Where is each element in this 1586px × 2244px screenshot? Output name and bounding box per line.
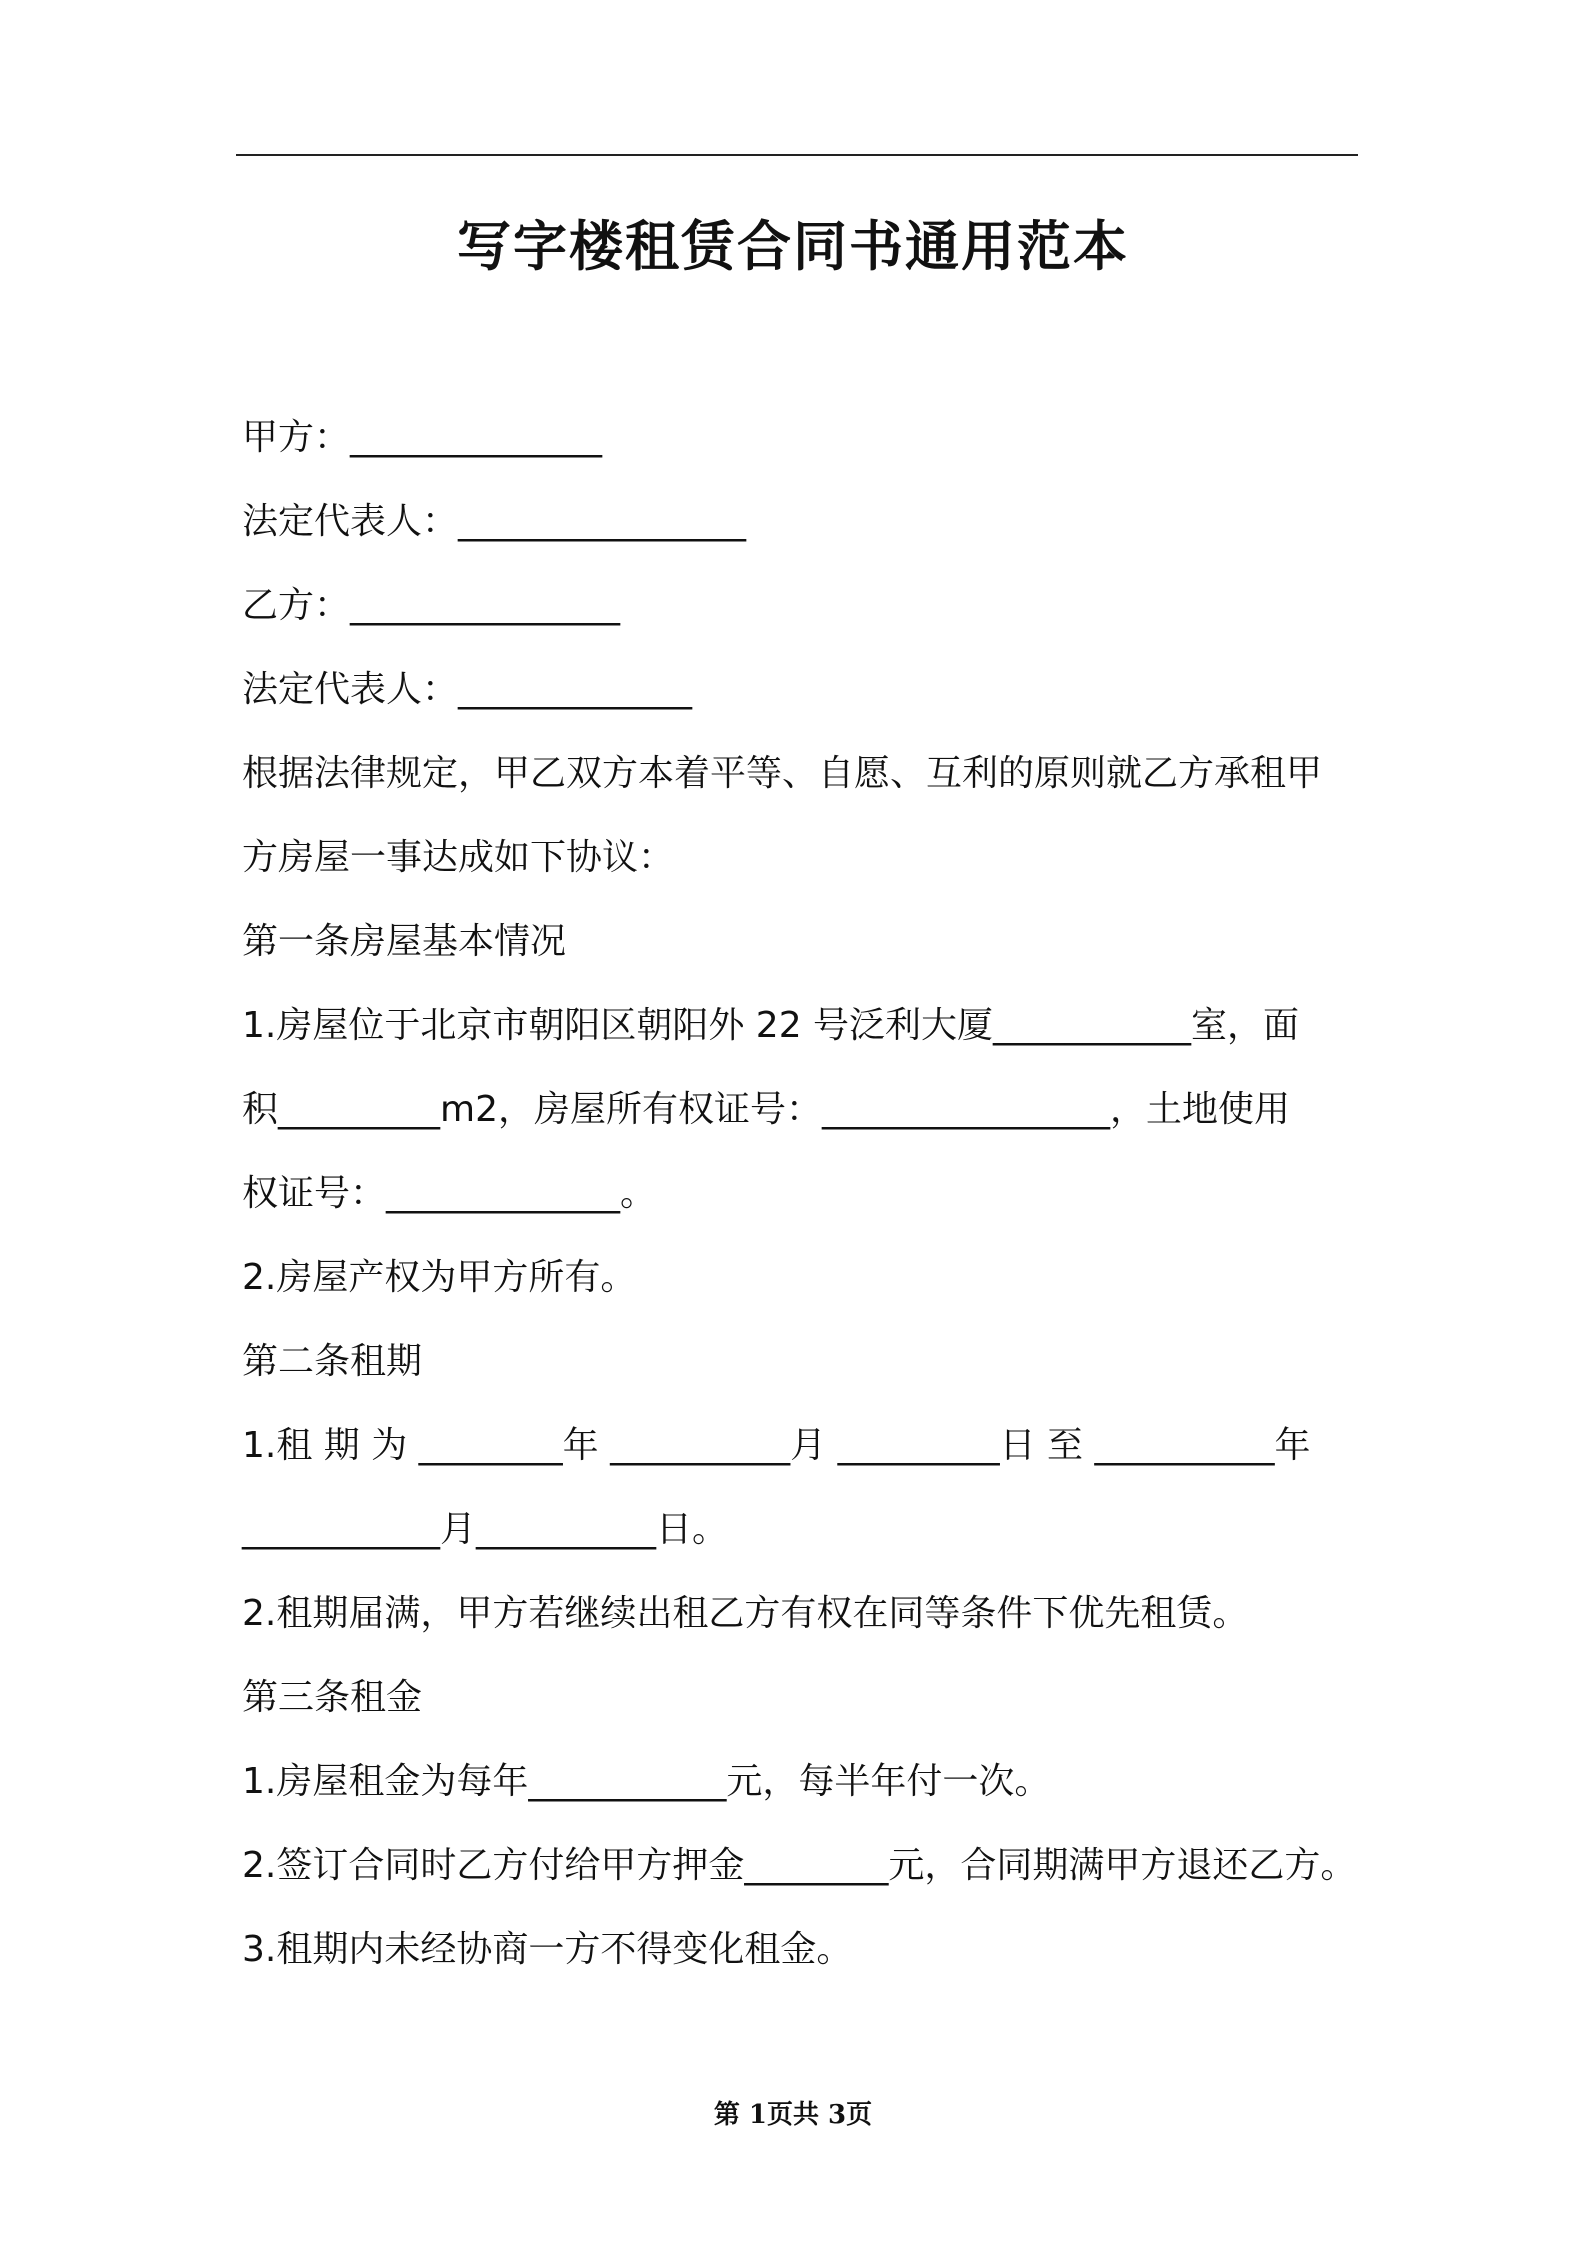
article-3-clause-3: 3.租期内未经协商一方不得变化租金。 [242, 1929, 853, 1970]
article-2-clause-1-line-1: 1.租 期 为 ________年 __________月 _________日 至 __________年 [242, 1425, 1311, 1466]
party-a-line: 甲方：______________ [242, 417, 603, 458]
document-title: 写字楼租赁合同书通用范本 [457, 215, 1129, 278]
article-3-clause-2: 2.签订合同时乙方付给甲方押金________元，合同期满甲方退还乙方。 [242, 1845, 1357, 1886]
article-1-clause-1-line-2: 积_________m2，房屋所有权证号：________________，土地使用 [242, 1089, 1290, 1130]
document-body [242, 408, 1382, 2004]
article-1-clause-2: 2.房屋产权为甲方所有。 [242, 1257, 637, 1298]
article-2-clause-2: 2.租期届满，甲方若继续出租乙方有权在同等条件下优先租赁。 [242, 1593, 1249, 1634]
article-2-clause-1-line-2: ___________月__________日。 [242, 1509, 729, 1550]
article-3-heading: 第三条租金 [242, 1677, 423, 1718]
party-b-representative-line: 法定代表人：_____________ [242, 669, 693, 710]
article-3-clause-1: 1.房屋租金为每年___________元，每半年付一次。 [242, 1761, 1051, 1802]
article-1-clause-1-line-1: 1.房屋位于北京市朝阳区朝阳外 22 号泛利大厦___________室，面 [242, 1005, 1300, 1046]
article-1-heading: 第一条房屋基本情况 [242, 921, 567, 962]
article-1-clause-1-line-3: 权证号：_____________。 [242, 1173, 657, 1214]
preamble-line-1: 根据法律规定，甲乙双方本着平等、自愿、互利的原则就乙方承租甲 [242, 753, 1323, 794]
article-2-heading: 第二条租期 [242, 1341, 423, 1382]
header-rule [236, 154, 1358, 156]
preamble-line-2: 方房屋一事达成如下协议： [242, 837, 675, 878]
party-a-representative-line: 法定代表人：________________ [242, 501, 747, 542]
page-footer: 第 1页共 3页 [713, 2100, 873, 2130]
party-b-line: 乙方：_______________ [242, 585, 621, 626]
